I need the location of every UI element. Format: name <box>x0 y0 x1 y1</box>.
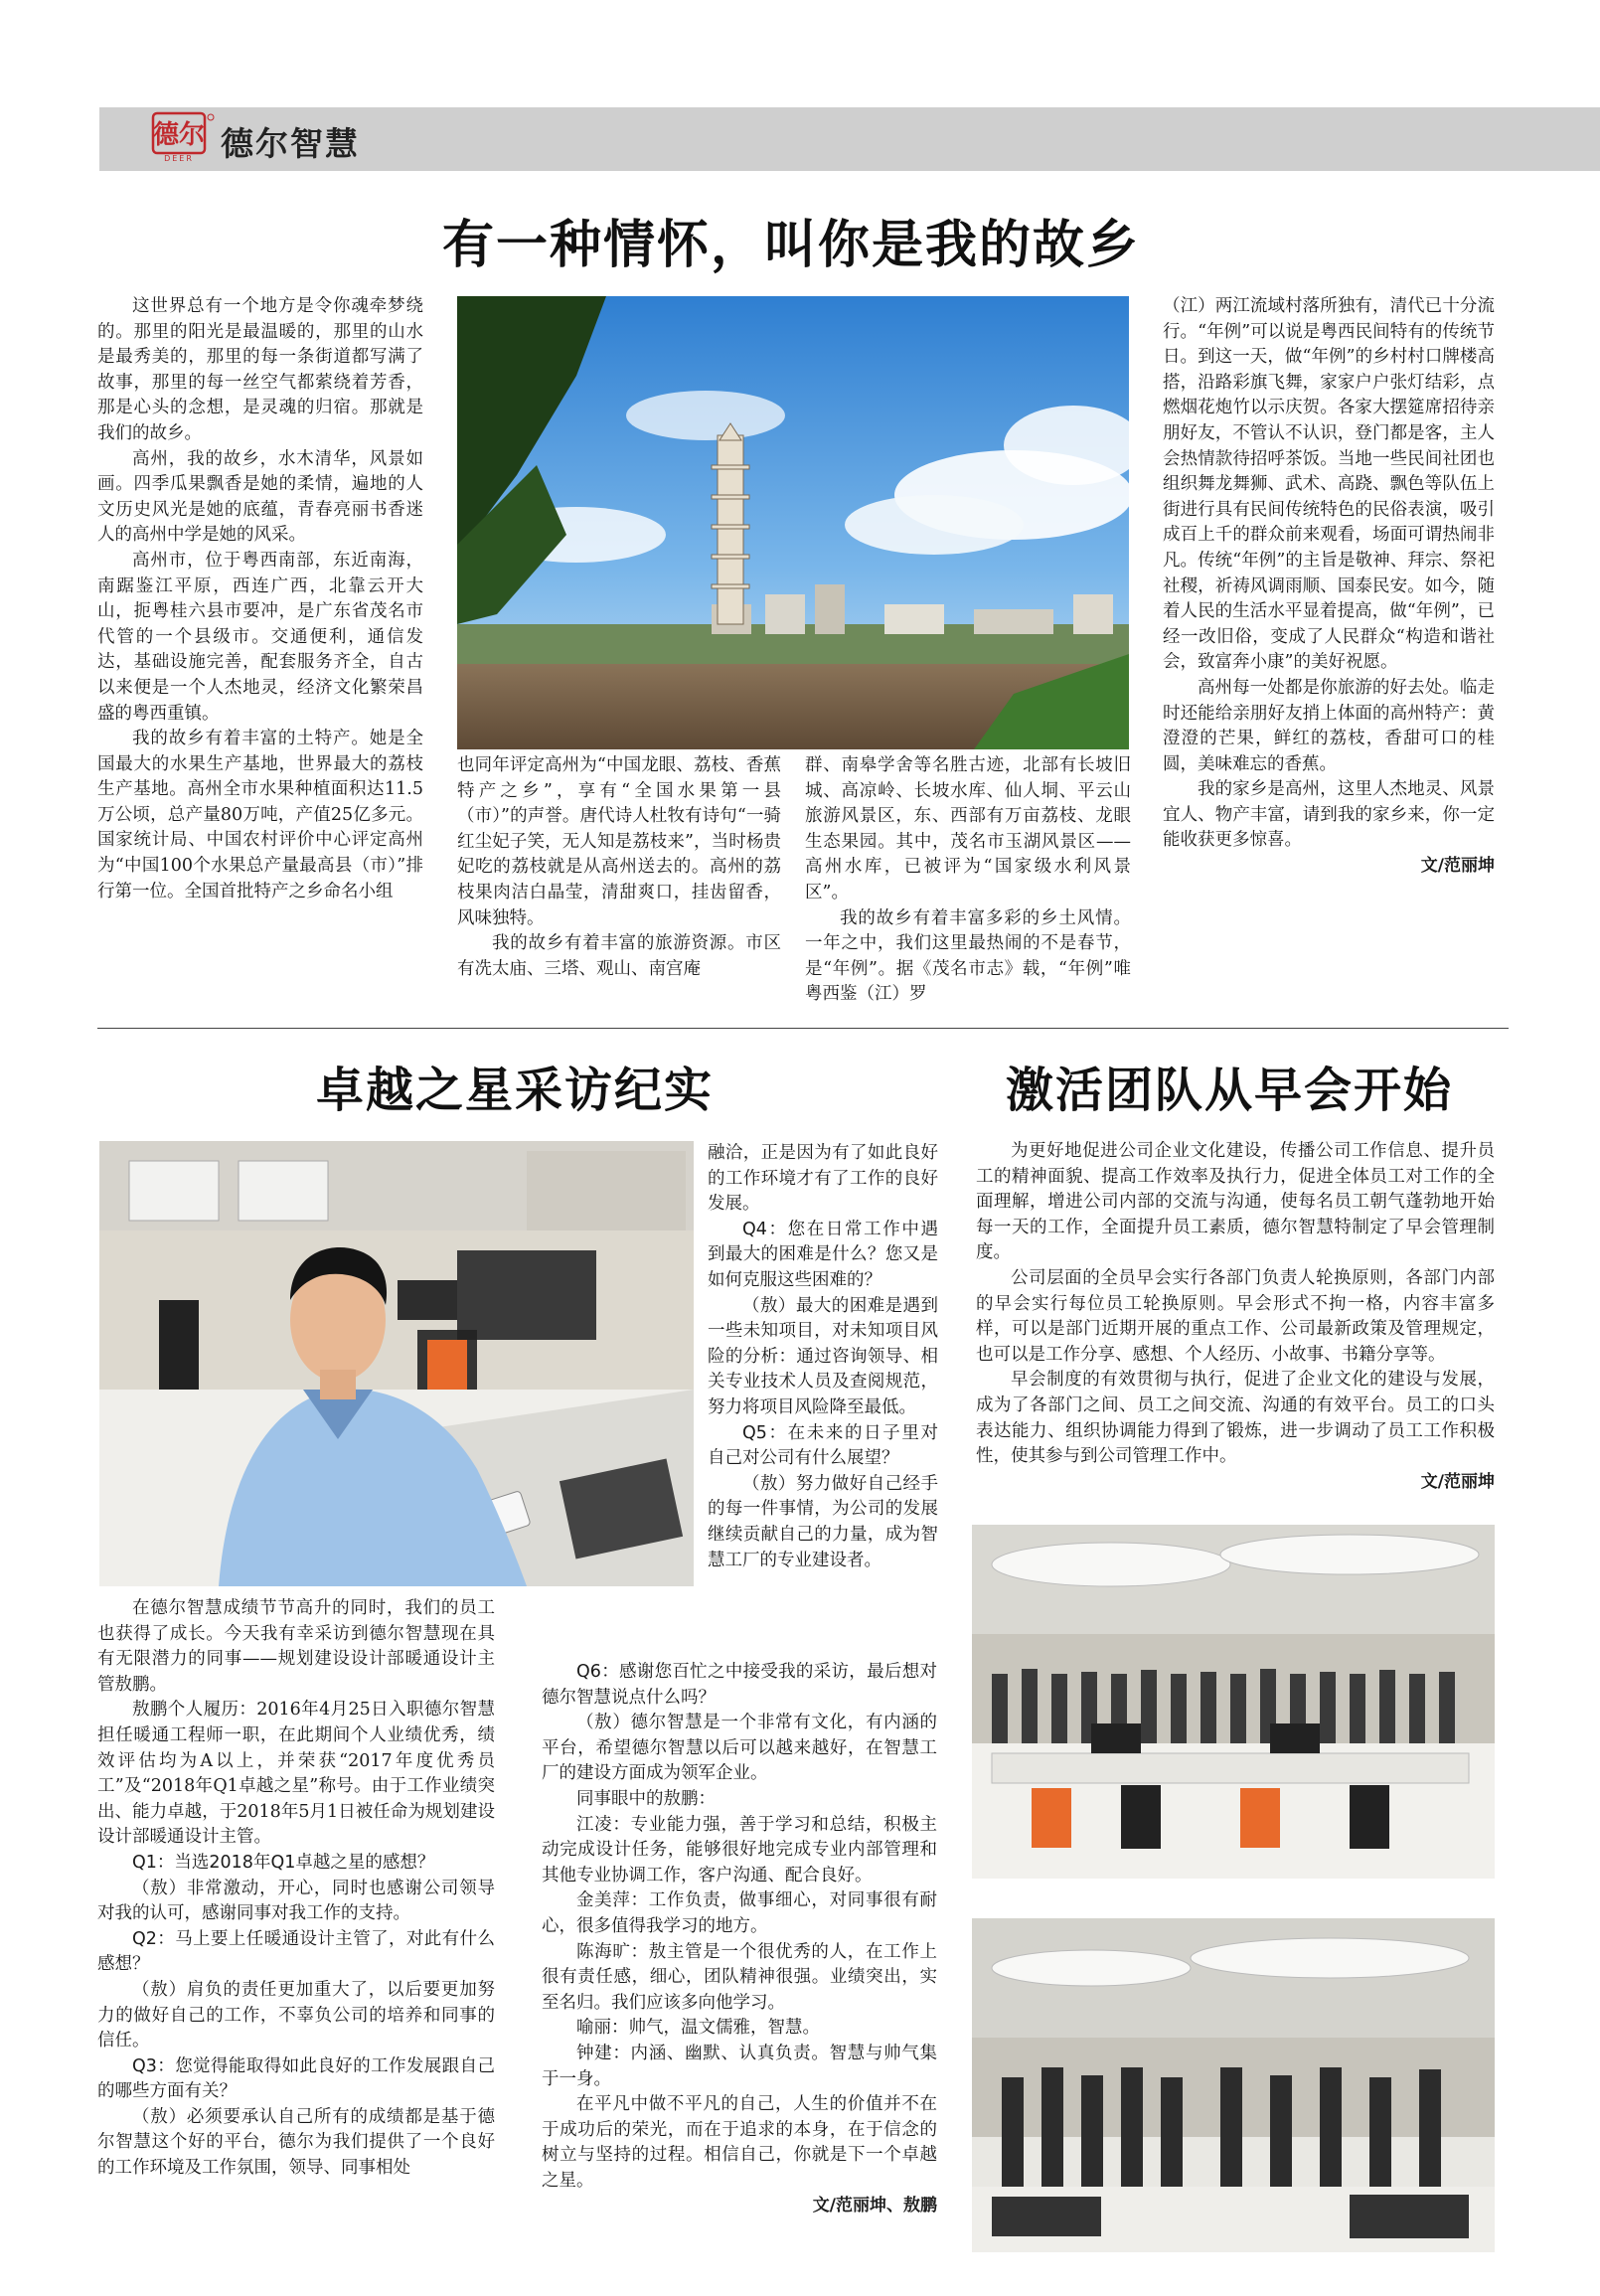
paragraph: 在平凡中做不平凡的自己，人生的价值并不在于成功后的荣光，而在于追求的本身，在于信念的树立与坚持的过程。相信自己，你就是下一个卓越之星。 <box>542 2094 937 2191</box>
answer: （敖）最大的困难是遇到一些未知项目，对未知项目风险的分析：通过咨询领导、相关专业技术人员及查阅规范，努力将项目风险降至最低。 <box>708 1295 938 1417</box>
article2-byline: 文/范丽坤、敖鹏 <box>812 2196 937 2216</box>
article2-column-left <box>97 1596 495 2182</box>
article1-column-3 <box>805 753 1131 1008</box>
colleague-comment: 喻丽：帅气，温文儒雅，智慧。 <box>576 2018 820 2039</box>
question: Q2：马上要上任暖通设计主管了，对此有什么感想？ <box>97 1928 495 1975</box>
colleague-comment: 金美萍：工作负责，做事细心，对同事很有耐心，很多值得我学习的地方。 <box>542 1890 937 1936</box>
question: Q6：感谢您百忙之中接受我的采访，最后想对德尔智慧说点什么吗？ <box>542 1662 937 1708</box>
question: Q3：您觉得能取得如此良好的工作发展跟自己的哪些方面有关？ <box>97 2055 495 2102</box>
paragraph: 同事眼中的敖鹏： <box>576 1788 716 1809</box>
logo-text: 德尔 <box>152 120 206 150</box>
paragraph: 为更好地促进公司企业文化建设，传播公司工作信息、提升员工的精神面貌、提高工作效率及执行力，促进全体员工对工作的全面理解，增进公司内部的交流与沟通，使每名员工朝气蓬勃地开始每一天的工作，全面提升员工素质，德尔智慧特制定了早会管理制度。 <box>976 1141 1495 1263</box>
interviewee-office-photo <box>99 1141 694 1586</box>
paragraph: 也同年评定高州为“中国龙眼、荔枝、香蕉特产之乡”，享有“全国水果第一县（市）”的声誉。唐代诗人杜牧有诗句“一骑红尘妃子笑，无人知是荔枝来”，当时杨贵妃吃的荔枝就是从高州送去的。高州的荔枝果肉洁白晶莹，清甜爽口，挂齿留香，风味独特。 <box>457 755 781 928</box>
colleague-comment: 钟建：内涵、幽默、认真负责。智慧与帅气集于一身。 <box>542 2043 937 2089</box>
article1-title: 有一种情怀，叫你是我的故乡 <box>442 215 1141 275</box>
paragraph: 我的故乡有着丰富多彩的乡土风情。一年之中，我们这里最热闹的不是春节，是“年例”。据《茂名市志》载，“年例”唯粤西鉴（江）罗 <box>805 907 1131 1005</box>
article3-title: 激活团队从早会开始 <box>1006 1063 1454 1118</box>
article2-column-right-wide <box>542 1660 937 2219</box>
article1-column-4 <box>1163 294 1495 880</box>
answer: （敖）必须要承认自己所有的成绩都是基于德尔智慧这个好的平台，德尔为我们提供了一个良好的工作环境及工作氛围，领导、同事相处 <box>97 2106 495 2179</box>
paragraph: 早会制度的有效贯彻与执行，促进了企业文化的建设与发展，成为了各部门之间、员工之间交流、沟通的有效平台。员工的口头表达能力、组织协调能力得到了锻炼，进一步调动了员工工作积极性，使其参与到公司管理工作中。 <box>976 1370 1495 1467</box>
answer: （敖）努力做好自己经手的每一件事情，为公司的发展继续贡献自己的力量，成为智慧工厂的专业建设者。 <box>708 1473 938 1570</box>
paragraph: 我的故乡有着丰富的土特产。她是全国最大的水果生产基地，世界最大的荔枝生产基地。高州全市水果种植面积达11.5万公顷，总产量80万吨，产值25亿多元。国家统计局、中国农村评价中心评定高州为“中国100个水果总产量最高县（市）”排行第一位。全国首批特产之乡命名小组 <box>97 729 423 902</box>
answer: （敖）德尔智慧是一个非常有文化，有内涵的平台，希望德尔智慧以后可以越来越好，在智慧工厂的建设方面成为领军企业。 <box>542 1713 937 1784</box>
paragraph: 高州市，位于粤西南部，东近南海，南踞鉴江平原，西连广西，北靠云开大山，扼粤桂六县市要冲，是广东省茂名市代管的一个县级市。交通便利，通信发达，基础设施完善，配套服务齐全，自古以来便是一个人杰地灵，经济文化繁荣昌盛的粤西重镇。 <box>97 550 423 724</box>
colleague-comment: 陈海旷：敖主管是一个很优秀的人，在工作上很有责任感，细心，团队精神很强。业绩突出，实至名归。我们应该多向他学习。 <box>542 1941 937 2013</box>
paragraph: 我的故乡有着丰富的旅游资源。市区有冼太庙、三塔、观山、南宫庵 <box>457 933 781 979</box>
article1-column-2 <box>457 753 781 982</box>
paragraph: 高州每一处都是你旅游的好去处。临走时还能给亲朋好友捎上体面的高州特产：黄澄澄的芒果，鲜红的荔枝，香甜可口的桂圆，美味难忘的香蕉。 <box>1163 677 1495 774</box>
section-divider <box>97 1028 1509 1029</box>
question: Q4：您在日常工作中遇到最大的困难是什么？您又是如何克服这些困难的？ <box>708 1219 938 1290</box>
paragraph: 群、南皋学舍等名胜古迹，北部有长坡旧城、高凉岭、长坡水库、仙人垌、平云山旅游风景区，东、西部有万亩荔枝、龙眼生态果园。其中，茂名市玉湖风景区——高州水库，已被评为“国家级水利风景区”。 <box>805 755 1131 902</box>
answer: （敖）肩负的责任更加重大了，以后要更加努力的做好自己的工作，不辜负公司的培养和同事的信任。 <box>97 1979 495 2051</box>
paragraph: 我的家乡是高州，这里人杰地灵、风景宜人、物产丰富，请到我的家乡来，你一定能收获更多惊喜。 <box>1163 779 1495 851</box>
paragraph: 敖鹏个人履历：2016年4月25日入职德尔智慧担任暖通工程师一职，在此期间个人业绩优秀，绩效评估均为A以上，并荣获“2017年度优秀员工”及“2018年Q1卓越之星”称号。由于工作业绩突出、能力卓越，于2018年5月1日被任命为规划建设设计部暖通设计主管。 <box>97 1700 495 1848</box>
paragraph: 融洽，正是因为有了如此良好的工作环境才有了工作的良好发展。 <box>708 1143 938 1215</box>
pagoda-landscape-photo <box>457 296 1129 749</box>
answer: （敖）非常激动，开心，同时也感谢公司领导对我的认可，感谢同事对我工作的支持。 <box>97 1878 495 1924</box>
question: Q5：在未来的日子里对自己对公司有什么展望？ <box>708 1422 938 1469</box>
paragraph: 公司层面的全员早会实行各部门负责人轮换原则，各部门内部的早会实行每位员工轮换原则。早会形式不拘一格，内容丰富多样，可以是部门近期开展的重点工作、公司最新政策及管理规定，也可以是工作分享、感想、个人经历、小故事、书籍分享等。 <box>976 1267 1495 1365</box>
brand-logo <box>149 111 217 163</box>
brand-name: 德尔智慧 <box>221 124 360 163</box>
article2-title: 卓越之星采访纪实 <box>316 1063 715 1118</box>
paragraph: 高州，我的故乡，水木清华，风景如画。四季瓜果飘香是她的柔情，遍地的人文历史风光是她的底蕴，青春亮丽书香迷人的高州中学是她的风采。 <box>97 448 423 546</box>
article3-byline: 文/范丽坤 <box>1420 1471 1495 1492</box>
paragraph: 在德尔智慧成绩节节高升的同时，我们的员工也获得了成长。今天我有幸采访到德尔智慧现在具有无限潜力的同事——规划建设设计部暖通设计主管敖鹏。 <box>97 1598 495 1695</box>
article2-column-right-narrow <box>708 1141 938 1573</box>
article3-body <box>976 1139 1495 1495</box>
article1-byline: 文/范丽坤 <box>1420 856 1495 877</box>
article1-column-1 <box>97 294 423 904</box>
paragraph: 这世界总有一个地方是令你魂牵梦绕的。那里的阳光是最温暖的，那里的山水是最秀美的，那里的每一条街道都写满了故事，那里的每一丝空气都萦绕着芳香，那是心头的念想，是灵魂的归宿。那就是我们的故乡。 <box>97 296 423 443</box>
morning-meeting-photo-2 <box>972 1918 1495 2252</box>
paragraph: （江）两江流域村落所独有，清代已十分流行。“年例”可以说是粤西民间特有的传统节日。到这一天，做“年例”的乡村村口牌楼高搭，沿路彩旗飞舞，家家户户张灯结彩，点燃烟花炮竹以示庆贺。各家大摆筵席招待亲朋好友，不管认不认识，登门都是客，主人会热情款待招呼茶饭。当地一些民间社团也组织舞龙舞狮、武术、高跷、飘色等队伍上街进行具有民间传统特色的民俗表演，吸引成百上千的群众前来观看，场面可谓热闹非凡。传统“年例”的主旨是敬神、拜宗、祭祀社稷，祈祷风调雨顺、国泰民安。如今，随着人民的生活水平显着提高，做“年例”，已经一改旧俗，变成了人民群众“构造和谐社会，致富奔小康”的美好祝愿。 <box>1163 296 1495 673</box>
question: Q1：当选2018年Q1卓越之星的感想？ <box>132 1852 435 1873</box>
logo-subtext: DEER <box>164 154 194 163</box>
colleague-comment: 江凌：专业能力强，善于学习和总结，积极主动完成设计任务，能够很好地完成专业内部管理和其他专业协调工作，客户沟通、配合良好。 <box>542 1814 937 1886</box>
morning-meeting-photo-1 <box>972 1525 1495 1879</box>
